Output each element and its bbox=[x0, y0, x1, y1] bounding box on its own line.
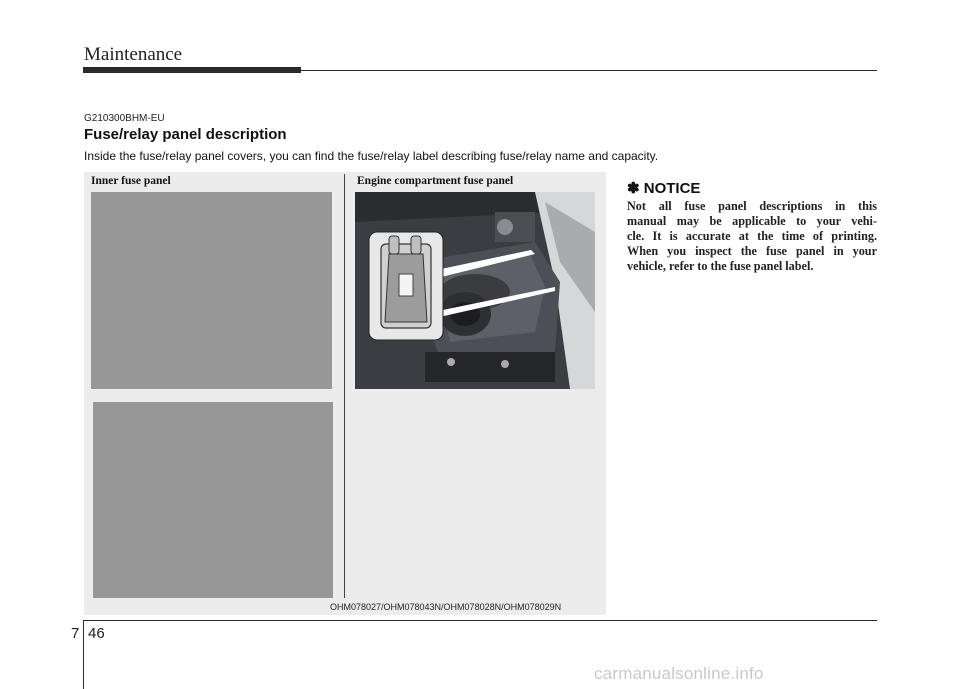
notice-body bbox=[627, 199, 877, 274]
chapter-number: 7 bbox=[71, 625, 80, 642]
notice-line: Not all fuse panel descriptions in this bbox=[627, 199, 877, 213]
watermark: carmanualsonline.info bbox=[594, 664, 764, 683]
article-intro: Inside the fuse/relay panel covers, you can find the fuse/relay label describing fuse/relay name and capacity. bbox=[84, 149, 659, 163]
inner-fuse-panel-image-bottom bbox=[93, 402, 333, 598]
notice-line: manual may be applicable to your vehi- bbox=[627, 214, 877, 228]
page-number: 46 bbox=[88, 625, 105, 642]
footer-rule bbox=[83, 620, 877, 621]
notice-line: cle. It is accurate at the time of printing. bbox=[627, 229, 877, 243]
footer-vertical-line bbox=[83, 620, 84, 689]
figure-divider bbox=[344, 174, 345, 598]
engine-compartment-photo bbox=[355, 192, 595, 389]
engine-fuse-panel-label: Engine compartment fuse panel bbox=[357, 175, 514, 187]
notice-line: When you inspect the fuse panel in your bbox=[627, 244, 877, 258]
engine-compartment-illustration bbox=[355, 192, 595, 389]
header-rule bbox=[301, 70, 877, 71]
inner-fuse-panel-label: Inner fuse panel bbox=[91, 175, 171, 187]
figure-code: OHM078027/OHM078043N/OHM078028N/OHM078029N bbox=[330, 602, 562, 612]
article-title: Fuse/relay panel description bbox=[84, 126, 287, 143]
inner-fuse-panel-image-top bbox=[91, 192, 332, 389]
article-code: G210300BHM-EU bbox=[84, 113, 165, 124]
notice-line: vehicle, refer to the fuse panel label. bbox=[627, 259, 814, 273]
section-header-title: Maintenance bbox=[84, 44, 183, 65]
header-thick-bar bbox=[83, 67, 301, 73]
notice-title: ✽ NOTICE bbox=[627, 180, 701, 197]
